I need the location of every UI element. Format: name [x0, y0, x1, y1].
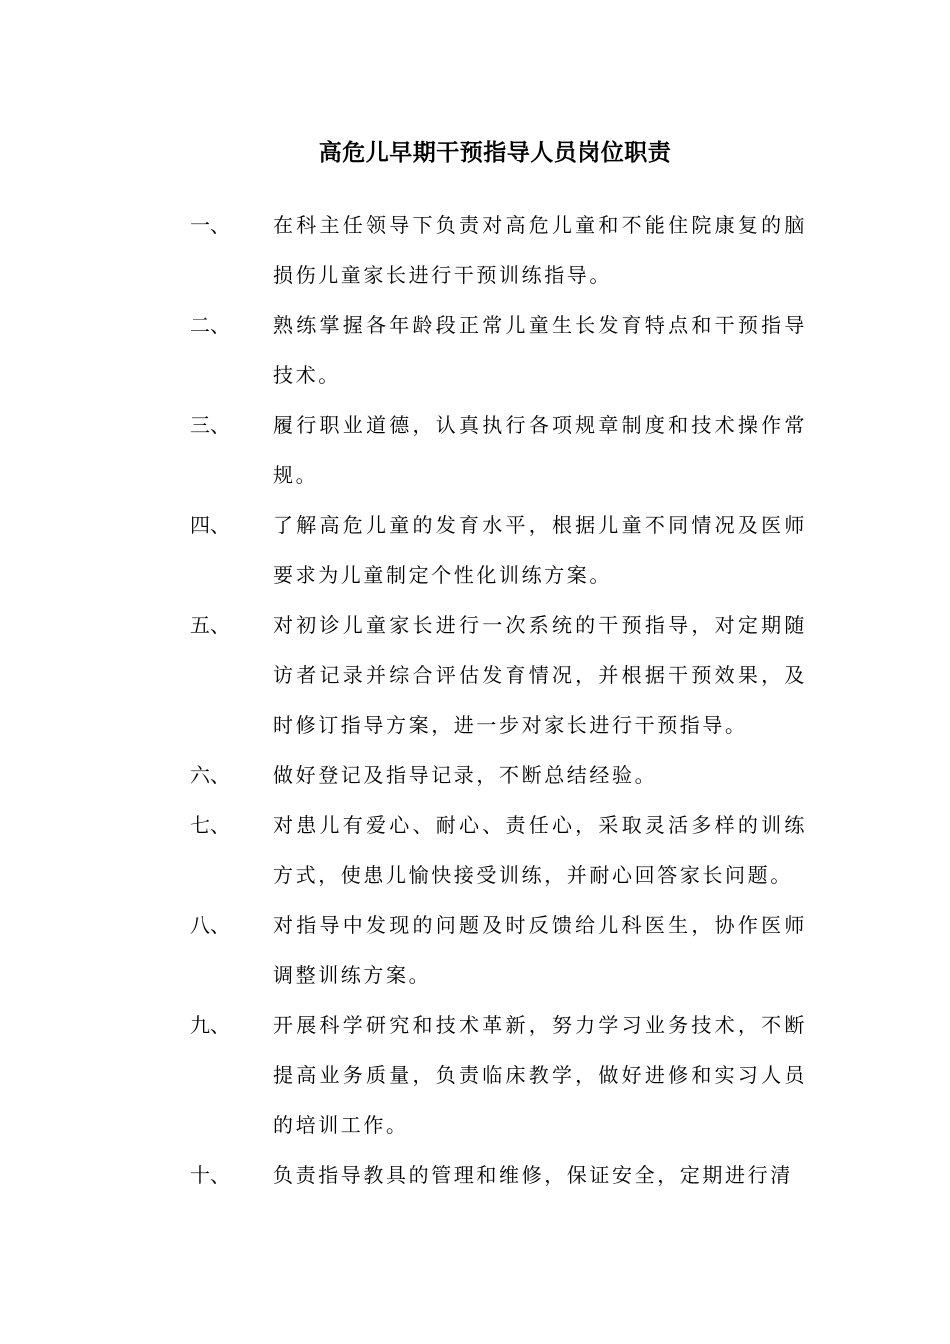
item-text: 履行职业道德，认真执行各项规章制度和技术操作常规。: [273, 413, 807, 487]
item-text: 在科主任领导下负责对高危儿童和不能住院康复的脑损伤儿童家长进行干预训练指导。: [273, 213, 807, 287]
item-number: 八、: [190, 913, 230, 937]
item-number: 七、: [190, 813, 230, 837]
item-number: 六、: [190, 763, 230, 787]
list-item: [0, 500, 950, 600]
list-item: [0, 1000, 950, 1150]
item-text: 对初诊儿童家长进行一次系统的干预指导，对定期随访者记录并综合评估发育情况，并根据干预效果，及时修订指导方案，进一步对家长进行干预指导。: [273, 613, 807, 737]
item-text: 做好登记及指导记录，不断总结经验。: [273, 763, 658, 787]
item-text: 开展科学研究和技术革新，努力学习业务技术，不断提高业务质量，负责临床教学，做好进修和实习人员的培训工作。: [273, 1013, 807, 1137]
item-text: 负责指导教具的管理和维修，保证安全，定期进行清: [273, 1163, 793, 1187]
item-text: 对指导中发现的问题及时反馈给儿科医生，协作医师调整训练方案。: [273, 913, 807, 987]
item-number: 九、: [190, 1013, 230, 1037]
list-item: [0, 300, 950, 400]
item-text: 了解高危儿童的发育水平，根据儿童不同情况及医师要求为儿童制定个性化训练方案。: [273, 513, 807, 587]
item-number: 十、: [190, 1163, 230, 1187]
list-item: [0, 1150, 950, 1200]
item-number: 二、: [190, 313, 230, 337]
item-text: 对患儿有爱心、耐心、责任心，采取灵活多样的训练方式，使患儿愉快接受训练，并耐心回答家长问题。: [273, 813, 807, 887]
item-number: 五、: [190, 613, 230, 637]
list-item: [0, 900, 950, 1000]
list-item: [0, 600, 950, 750]
item-text: 熟练掌握各年龄段正常儿童生长发育特点和干预指导技术。: [273, 313, 807, 387]
item-number: 一、: [190, 213, 230, 237]
duty-list: [0, 200, 950, 1200]
list-item: [0, 800, 950, 900]
document-title: 高危儿早期干预指导人员岗位职责: [318, 140, 672, 166]
list-item: [0, 200, 950, 300]
item-number: 四、: [190, 513, 230, 537]
list-item: [0, 750, 950, 800]
list-item: [0, 400, 950, 500]
item-number: 三、: [190, 413, 230, 437]
